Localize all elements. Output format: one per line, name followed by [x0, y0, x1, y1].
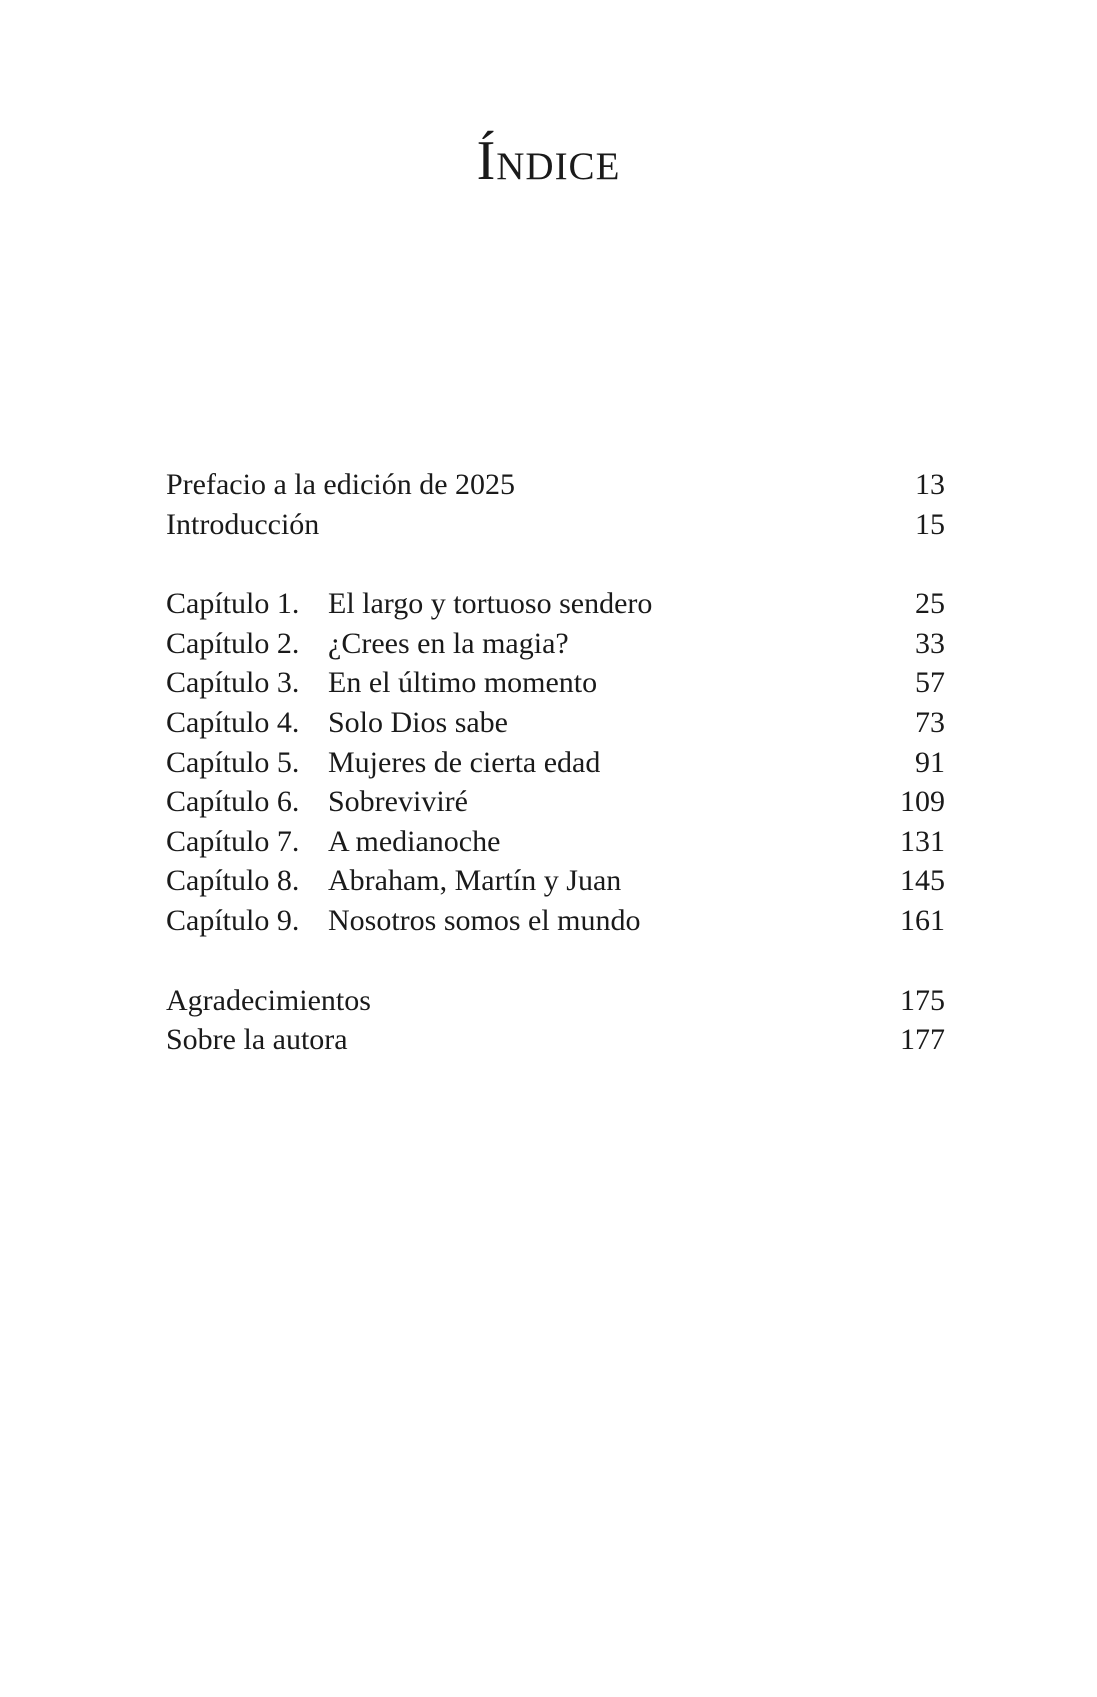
toc-page-number: 91 [915, 745, 945, 779]
chapters-list [166, 584, 945, 940]
toc-entry-chapter-9[interactable] [166, 901, 945, 941]
chapter-number: Capítulo 6. [166, 785, 300, 819]
toc-entry-chapter-7[interactable] [166, 822, 945, 862]
toc-entry-about-author[interactable] [166, 1020, 945, 1060]
toc-page-number: 73 [915, 705, 945, 739]
chapter-number: Capítulo 5. [166, 745, 300, 779]
toc-entry-label: Agradecimientos [166, 983, 371, 1017]
toc-entry-chapter-1[interactable] [166, 584, 945, 624]
toc-page-number: 109 [900, 785, 945, 819]
chapter-number: Capítulo 3. [166, 666, 300, 700]
chapter-title: Solo Dios sabe [328, 705, 508, 739]
chapter-title: ¿Crees en la magia? [328, 626, 569, 660]
table-of-contents [166, 465, 945, 1100]
toc-entry-label-group [166, 782, 468, 822]
toc-entry-chapter-4[interactable] [166, 703, 945, 743]
toc-entry-label-group [166, 861, 621, 901]
chapter-title: Abraham, Martín y Juan [328, 864, 622, 898]
chapter-title: En el último momento [328, 666, 598, 700]
chapter-number: Capítulo 1. [166, 587, 300, 621]
toc-entry-label-group [166, 743, 600, 783]
chapter-number: Capítulo 2. [166, 626, 300, 660]
toc-entry-label-group [166, 663, 597, 703]
toc-entry-chapter-5[interactable] [166, 743, 945, 783]
back-matter-list [166, 981, 945, 1060]
toc-entry-label: Prefacio a la edición de 2025 [166, 468, 516, 501]
toc-page-number: 15 [915, 507, 945, 541]
toc-page-number: 161 [900, 903, 945, 937]
toc-page-number: 13 [915, 468, 945, 501]
toc-entry-chapter-3[interactable] [166, 663, 945, 703]
toc-entry-introduction[interactable] [166, 505, 945, 545]
chapter-title: Nosotros somos el mundo [328, 903, 641, 937]
chapter-title: El largo y tortuoso sendero [328, 587, 653, 621]
chapter-number: Capítulo 9. [166, 903, 300, 937]
toc-entry-label: Introducción [166, 507, 320, 541]
chapter-number: Capítulo 8. [166, 864, 300, 898]
toc-page-number: 177 [900, 1023, 945, 1057]
chapter-title: Mujeres de cierta edad [328, 745, 601, 779]
toc-entry-preface[interactable] [166, 465, 945, 505]
page-title: Índice [476, 130, 621, 192]
toc-entry-label-group [166, 584, 652, 624]
front-matter-list [166, 465, 945, 544]
chapter-number: Capítulo 7. [166, 824, 300, 858]
toc-page-number: 145 [900, 864, 945, 898]
chapter-title: A medianoche [328, 824, 501, 858]
chapter-number: Capítulo 4. [166, 705, 300, 739]
toc-page-number: 57 [915, 666, 945, 700]
toc-page-number: 131 [900, 824, 945, 858]
toc-entry-label: Sobre la autora [166, 1023, 348, 1057]
toc-entry-label-group [166, 822, 500, 862]
toc-page-number: 33 [915, 626, 945, 660]
toc-page-number: 25 [915, 587, 945, 621]
toc-entry-chapter-6[interactable] [166, 782, 945, 822]
toc-entry-label-group [166, 901, 641, 941]
chapter-title: Sobreviviré [328, 785, 468, 819]
toc-entry-acknowledgments[interactable] [166, 981, 945, 1021]
toc-entry-chapter-8[interactable] [166, 861, 945, 901]
toc-entry-chapter-2[interactable] [166, 624, 945, 664]
toc-entry-label-group [166, 624, 569, 664]
toc-entry-label-group [166, 703, 508, 743]
toc-page-number: 175 [900, 983, 945, 1017]
